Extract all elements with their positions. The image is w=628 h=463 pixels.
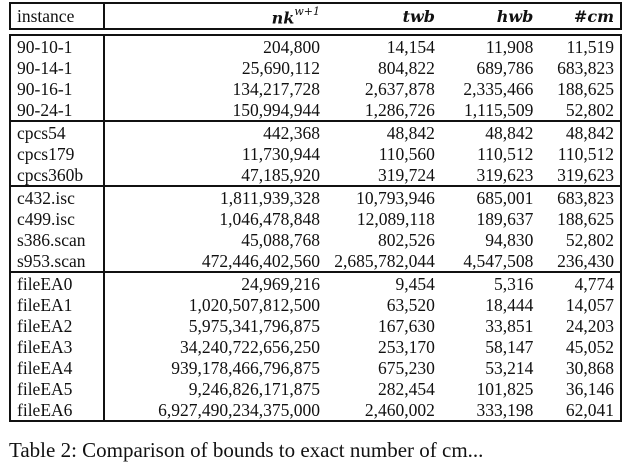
cell-nk-w-plus-1: 5,975,341,796,875 [188,315,320,336]
header-nk-base: nk [271,8,295,28]
results-table [9,2,622,422]
table-caption: Table 2: Comparison of bounds to exact number of cm... [9,438,484,462]
cell-hwb: 189,637 [476,208,534,229]
table-row [10,208,621,229]
cell-instance: fileEA4 [10,357,104,378]
cell-instance: c432.isc [10,186,104,208]
cell-nk-w-plus-1: 1,020,507,812,500 [188,294,320,315]
table-header-row [10,3,621,29]
cell-nk-w-plus-1: 442,368 [104,121,326,143]
cell-hwb: 1,115,509 [463,99,534,120]
table-row [10,250,621,272]
cell-hwb: 53,214 [485,357,534,378]
table-row [10,143,621,164]
cell-hwb: 33,851 [485,315,534,336]
table-row [10,272,621,294]
cell-hwb: 94,830 [485,229,534,250]
cell-cm: 36,146 [539,378,621,399]
cell-instance: fileEA6 [10,399,104,421]
cell-nk-w-plus-1: 6,927,490,234,375,000 [104,399,326,421]
header-instance: instance [10,3,104,29]
cell-cm: 45,052 [539,336,621,357]
cell-twb: 253,170 [378,336,435,357]
results-table-container [9,2,622,422]
cell-instance: cpcs360b [10,164,104,186]
cell-twb: 319,724 [378,164,435,185]
cell-cm: 52,802 [539,229,621,250]
table-body [10,29,621,421]
cell-hwb: 48,842 [441,121,539,143]
cell-cm: 24,203 [539,315,621,336]
cell-nk-w-plus-1: 204,800 [104,35,326,57]
cell-twb: 14,154 [326,35,441,57]
cell-nk-w-plus-1: 1,811,939,328 [104,186,326,208]
cell-nk-w-plus-1: 150,994,944 [232,99,320,120]
cell-cm: 683,823 [539,186,621,208]
cell-cm: 188,625 [539,78,621,99]
table-row [10,229,621,250]
cell-hwb: 110,512 [477,143,534,164]
cell-twb: 9,454 [326,272,441,294]
cell-twb: 2,637,878 [364,78,435,99]
cell-instance: fileEA5 [10,378,104,399]
table-row [10,35,621,57]
cell-hwb: 5,316 [441,272,539,294]
cell-nk-w-plus-1: 1,046,478,848 [219,208,320,229]
cell-cm: 52,802 [539,99,621,121]
cell-twb: 802,526 [378,229,435,250]
table-row [10,121,621,143]
table-row [10,315,621,336]
cell-instance: s386.scan [10,229,104,250]
cell-instance: fileEA2 [10,315,104,336]
cell-hwb: 18,444 [485,294,534,315]
cell-instance: fileEA1 [10,294,104,315]
header-hwb: hwb [441,3,539,29]
table-row [10,78,621,99]
cell-twb: 48,842 [326,121,441,143]
table-row [10,186,621,208]
cell-cm: 319,623 [539,164,621,186]
cell-twb: 675,230 [378,357,435,378]
cell-twb: 2,460,002 [326,399,441,421]
cell-hwb: 689,786 [476,57,534,78]
cell-cm: 30,868 [539,357,621,378]
cell-instance: 90-14-1 [10,57,104,78]
cell-cm: 236,430 [539,250,621,272]
cell-hwb: 58,147 [485,336,534,357]
cell-instance: fileEA0 [10,272,104,294]
table-row [10,57,621,78]
table-row [10,336,621,357]
cell-instance: cpcs179 [10,143,104,164]
table-row [10,378,621,399]
cell-nk-w-plus-1: 9,246,826,171,875 [188,378,320,399]
cell-nk-w-plus-1: 24,969,216 [104,272,326,294]
cell-instance: 90-24-1 [10,99,104,121]
cell-twb: 282,454 [378,378,435,399]
header-twb: twb [326,3,441,29]
cell-nk-w-plus-1: 472,446,402,560 [201,250,320,271]
cell-nk-w-plus-1: 45,088,768 [241,229,320,250]
cell-nk-w-plus-1: 11,730,944 [241,143,320,164]
cell-twb: 110,560 [378,143,435,164]
table-row [10,399,621,421]
cell-nk-w-plus-1: 939,178,466,796,875 [171,357,320,378]
cell-nk-w-plus-1: 34,240,722,656,250 [180,336,320,357]
cell-hwb: 333,198 [441,399,539,421]
cell-hwb: 11,908 [441,35,539,57]
cell-cm: 4,774 [539,272,621,294]
cell-hwb: 101,825 [476,378,534,399]
cell-nk-w-plus-1: 25,690,112 [241,57,320,78]
cell-cm: 188,625 [539,208,621,229]
cell-twb: 10,793,946 [326,186,441,208]
cell-hwb: 2,335,466 [463,78,534,99]
header-cm: #cm [539,3,621,29]
cell-instance: 90-10-1 [10,35,104,57]
table-row [10,164,621,186]
cell-nk-w-plus-1: 47,185,920 [241,164,320,185]
header-nk-exponent: w+1 [294,5,320,18]
cell-cm: 62,041 [539,399,621,421]
cell-cm: 110,512 [539,143,621,164]
cell-instance: cpcs54 [10,121,104,143]
cell-twb: 1,286,726 [364,99,435,120]
cell-hwb: 4,547,508 [463,250,534,271]
cell-twb: 2,685,782,044 [334,250,435,271]
table-row [10,99,621,121]
cell-twb: 63,520 [386,294,435,315]
cell-cm: 683,823 [539,57,621,78]
cell-hwb: 685,001 [441,186,539,208]
header-nk-w-plus-1 [104,3,326,29]
cell-instance: fileEA3 [10,336,104,357]
cell-cm: 11,519 [539,35,621,57]
cell-cm: 14,057 [539,294,621,315]
table-row [10,294,621,315]
cell-instance: c499.isc [10,208,104,229]
table-row [10,357,621,378]
cell-twb: 167,630 [378,315,435,336]
cell-hwb: 319,623 [476,164,534,185]
cell-twb: 804,822 [378,57,435,78]
cell-nk-w-plus-1: 134,217,728 [232,78,320,99]
cell-instance: 90-16-1 [10,78,104,99]
cell-twb: 12,089,118 [356,208,435,229]
cell-cm: 48,842 [539,121,621,143]
cell-instance: s953.scan [10,250,104,272]
